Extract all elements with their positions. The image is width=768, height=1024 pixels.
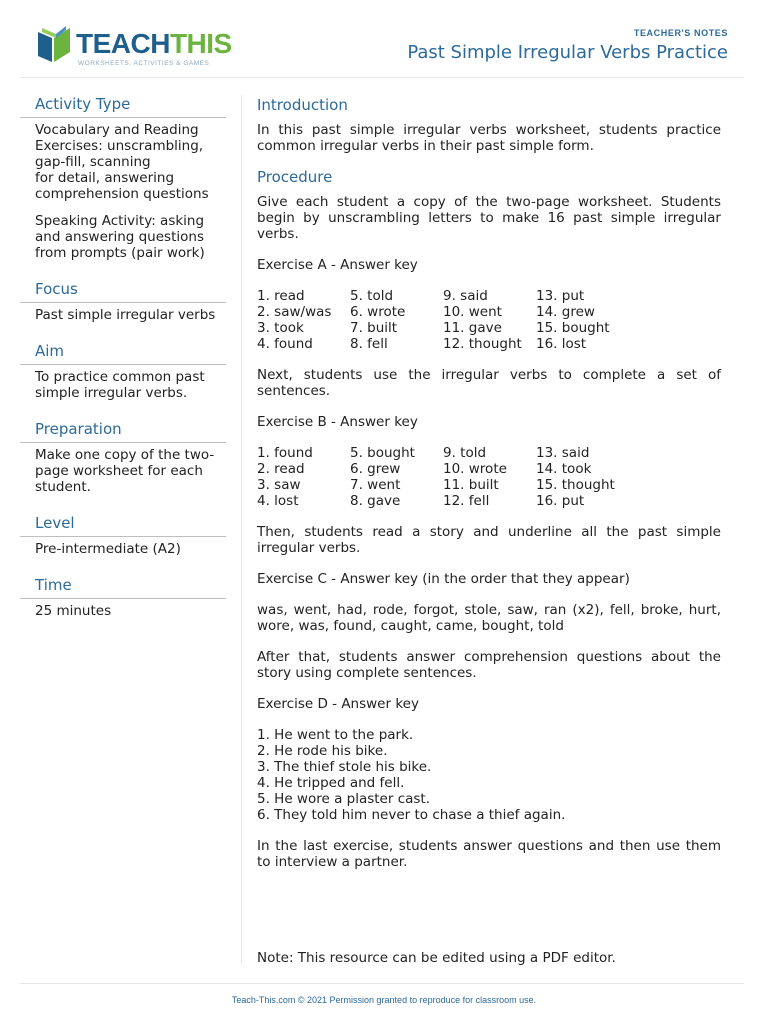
answer-item: 15. thought xyxy=(536,477,615,493)
book-logo-icon xyxy=(36,24,74,64)
sidebar-section xyxy=(20,576,226,619)
answer-item: 2. read xyxy=(257,461,305,477)
answer-item: 6. They told him never to chase a thief again. xyxy=(257,807,566,823)
answer-item: 4. found xyxy=(257,336,313,352)
sidebar-text xyxy=(20,303,226,323)
sidebar-text xyxy=(20,443,226,495)
answer-item: 8. fell xyxy=(350,336,388,352)
answer-item: 4. lost xyxy=(257,493,299,509)
sidebar-paragraph: Speaking Activity: asking and answering questions from prompts (pair work) xyxy=(35,213,205,261)
answer-item: 9. said xyxy=(443,288,488,304)
answer-item: 2. saw/was xyxy=(257,304,332,320)
answer-item: 13. said xyxy=(536,445,590,461)
sidebar-section xyxy=(20,280,226,323)
answer-item: 7. built xyxy=(350,320,398,336)
answer-item: 11. gave xyxy=(443,320,502,336)
sidebar-paragraph: Make one copy of the two-page worksheet for each student. xyxy=(35,447,215,495)
exercise-c-answer-key: was, went, had, rode, forgot, stole, saw, ran (x2), fell, broke, hurt, wore, was, found, caught, came, bought, told xyxy=(257,602,721,634)
procedure-heading: Procedure xyxy=(257,168,333,186)
footer-copyright: Teach-This.com © 2021 Permission granted to reproduce for classroom use. xyxy=(231,995,537,1005)
exercise-a-answer-key xyxy=(257,288,721,352)
exercise-a-title: Exercise A - Answer key xyxy=(257,257,418,273)
answer-item: 12. thought xyxy=(443,336,522,352)
teach-this-logo xyxy=(36,22,236,68)
procedure-paragraph-5: In the last exercise, students answer questions and then use them to interview a partner. xyxy=(257,838,721,870)
logo-tagline: WORKSHEETS, ACTIVITIES & GAMES xyxy=(78,60,210,67)
answer-item: 5. bought xyxy=(350,445,415,461)
answer-item: 7. went xyxy=(350,477,401,493)
answer-item: 1. found xyxy=(257,445,313,461)
answer-item: 3. The thief stole his bike. xyxy=(257,759,432,775)
answer-item: 16. lost xyxy=(536,336,587,352)
sidebar-section xyxy=(20,420,226,495)
sidebar-section xyxy=(20,95,226,261)
sidebar-paragraph: Past simple irregular verbs xyxy=(35,307,216,323)
editor-note: Note: This resource can be edited using a PDF editor. xyxy=(257,950,616,966)
introduction-heading: Introduction xyxy=(257,96,348,114)
procedure-paragraph-1: Give each student a copy of the two-page worksheet. Students begin by unscrambling letters to make 16 past simple irregular verbs. xyxy=(257,194,721,242)
main-content xyxy=(257,95,721,885)
sidebar-paragraph: Vocabulary and Reading Exercises: unscrambling, gap-fill, scanning for detail, answering comprehension questions xyxy=(35,122,209,202)
sidebar-paragraph: Pre-intermediate (A2) xyxy=(35,541,181,557)
answer-item: 14. took xyxy=(536,461,592,477)
answer-item: 16. put xyxy=(536,493,585,509)
answer-item: 8. gave xyxy=(350,493,401,509)
procedure-paragraph-3: Then, students read a story and underline all the past simple irregular verbs. xyxy=(257,524,721,556)
sidebar-section xyxy=(20,514,226,557)
sidebar-heading: Level xyxy=(20,514,226,537)
sidebar-heading: Aim xyxy=(20,342,226,365)
page-header xyxy=(20,18,744,78)
answer-item: 5. He wore a plaster cast. xyxy=(257,791,431,807)
exercise-b-answer-key xyxy=(257,445,721,509)
exercise-d-title: Exercise D - Answer key xyxy=(257,696,419,712)
exercise-d-answer-key xyxy=(257,727,721,823)
sidebar-paragraph: 25 minutes xyxy=(35,603,112,619)
sidebar-text xyxy=(20,365,226,401)
sidebar-text xyxy=(20,599,226,619)
answer-item: 3. took xyxy=(257,320,304,336)
sidebar-paragraph: To practice common past simple irregular verbs. xyxy=(35,369,205,401)
answer-item: 10. went xyxy=(443,304,502,320)
procedure-paragraph-4: After that, students answer comprehension questions about the story using complete sentences. xyxy=(257,649,721,681)
page-title: Past Simple Irregular Verbs Practice xyxy=(407,42,728,63)
answer-item: 6. grew xyxy=(350,461,401,477)
sidebar-heading: Time xyxy=(20,576,226,599)
sidebar-heading: Activity Type xyxy=(20,95,226,118)
answer-item: 12. fell xyxy=(443,493,490,509)
answer-item: 13. put xyxy=(536,288,585,304)
introduction-text: In this past simple irregular verbs worksheet, students practice common irregular verbs in their past simple form. xyxy=(257,122,721,154)
sidebar-text xyxy=(20,118,226,261)
procedure-paragraph-2: Next, students use the irregular verbs to complete a set of sentences. xyxy=(257,367,721,399)
answer-item: 6. wrote xyxy=(350,304,406,320)
sidebar xyxy=(20,95,226,638)
answer-item: 9. told xyxy=(443,445,487,461)
sidebar-heading: Focus xyxy=(20,280,226,303)
answer-item: 5. told xyxy=(350,288,394,304)
sidebar-text xyxy=(20,537,226,557)
sidebar-section xyxy=(20,342,226,401)
answer-item: 14. grew xyxy=(536,304,595,320)
answer-item: 11. built xyxy=(443,477,499,493)
answer-item: 4. He tripped and fell. xyxy=(257,775,405,791)
answer-item: 2. He rode his bike. xyxy=(257,743,388,759)
sidebar-heading: Preparation xyxy=(20,420,226,443)
header-divider xyxy=(20,77,744,78)
answer-item: 15. bought xyxy=(536,320,610,336)
answer-item: 1. read xyxy=(257,288,305,304)
exercise-c-title: Exercise C - Answer key (in the order that they appear) xyxy=(257,571,630,587)
answer-item: 10. wrote xyxy=(443,461,507,477)
answer-item: 3. saw xyxy=(257,477,301,493)
footer-divider xyxy=(20,983,744,984)
exercise-b-title: Exercise B - Answer key xyxy=(257,414,418,430)
teachers-notes-label: TEACHER'S NOTES xyxy=(633,28,728,38)
logo-wordmark: TEACHTHIS xyxy=(76,28,232,59)
column-divider xyxy=(241,95,242,965)
answer-item: 1. He went to the park. xyxy=(257,727,414,743)
